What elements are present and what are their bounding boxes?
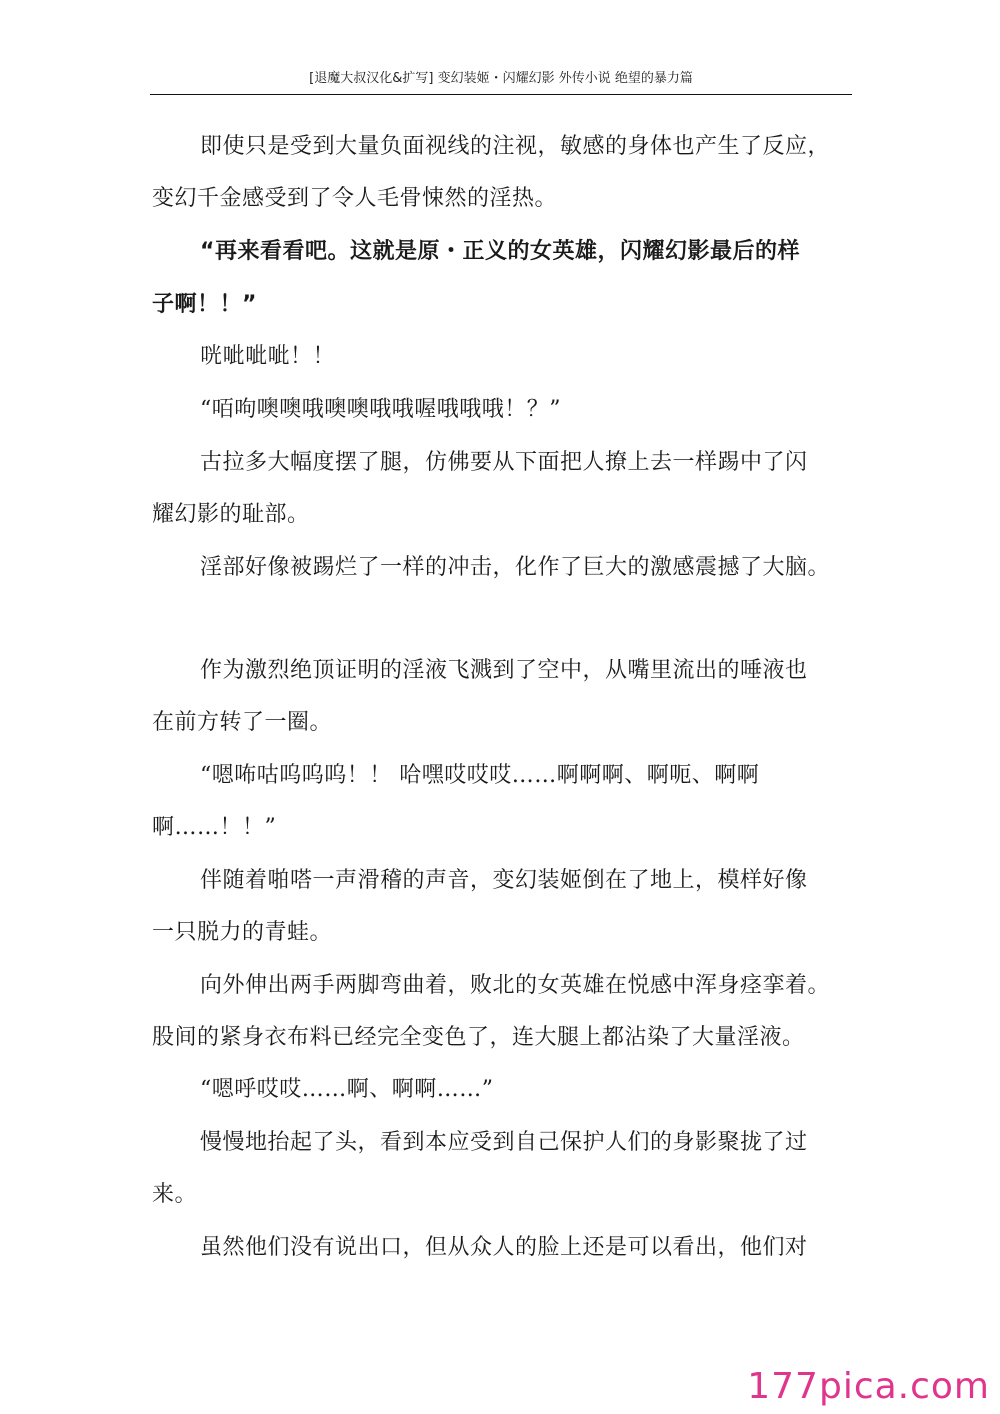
text-line: 在前方转了一圈。 [152, 710, 333, 735]
text-line: 股间的紧身衣布料已经完全变色了，连大腿上都沾染了大量淫液。 [152, 1025, 805, 1050]
text-line: 作为激烈绝顶证明的淫液飞溅到了空中，从嘴里流出的唾液也 [200, 658, 808, 683]
text-line: 耀幻影的耻部。 [152, 502, 310, 527]
text-line: 虽然他们没有说出口，但从众人的脸上还是可以看出，他们对 [200, 1235, 808, 1260]
text-line: “咟呴噢噢哦噢噢哦哦喔哦哦哦！？” [200, 397, 561, 422]
text-line: 慢慢地抬起了头，看到本应受到自己保护人们的身影聚拢了过 [200, 1130, 808, 1155]
text-line: 伴随着啪嗒一声滑稽的声音，变幻装姬倒在了地上，模样好像 [200, 868, 808, 893]
text-line: “嗯咘咕呜呜呜！！ 哈嘿哎哎哎……啊啊啊、啊呃、啊啊 [200, 763, 760, 788]
header-divider [150, 94, 852, 95]
text-line: 来。 [152, 1182, 198, 1207]
text-line: 向外伸出两手两脚弯曲着，败北的女英雄在悦感中浑身痉挛着。 [200, 973, 831, 998]
text-line: 变幻千金感受到了令人毛骨悚然的淫热。 [152, 186, 558, 211]
running-header: [退魔大叔汉化&扩写] 变幻装姬・闪耀幻影 外传小说 绝望的暴力篇 [309, 71, 693, 86]
text-line: 淫部好像被踢烂了一样的冲击，化作了巨大的激感震撼了大脑。 [200, 555, 831, 580]
site-watermark: 177pica.com [747, 1366, 990, 1407]
text-line: “嗯呼哎哎……啊、啊啊……” [200, 1077, 494, 1102]
text-line: 一只脱力的青蛙。 [152, 920, 333, 945]
text-line: 古拉多大幅度摆了腿，仿佛要从下面把人撩上去一样踢中了闪 [200, 450, 808, 475]
text-line: 啊……！！” [152, 815, 277, 840]
text-line: “再来看看吧。这就是原・正义的女英雄，闪耀幻影最后的样 [200, 239, 800, 264]
text-line: 即使只是受到大量负面视线的注视，敏感的身体也产生了反应， [200, 134, 831, 159]
text-line: 子啊！！” [152, 292, 257, 317]
text-line: 咣呲呲呲！！ [200, 344, 336, 369]
